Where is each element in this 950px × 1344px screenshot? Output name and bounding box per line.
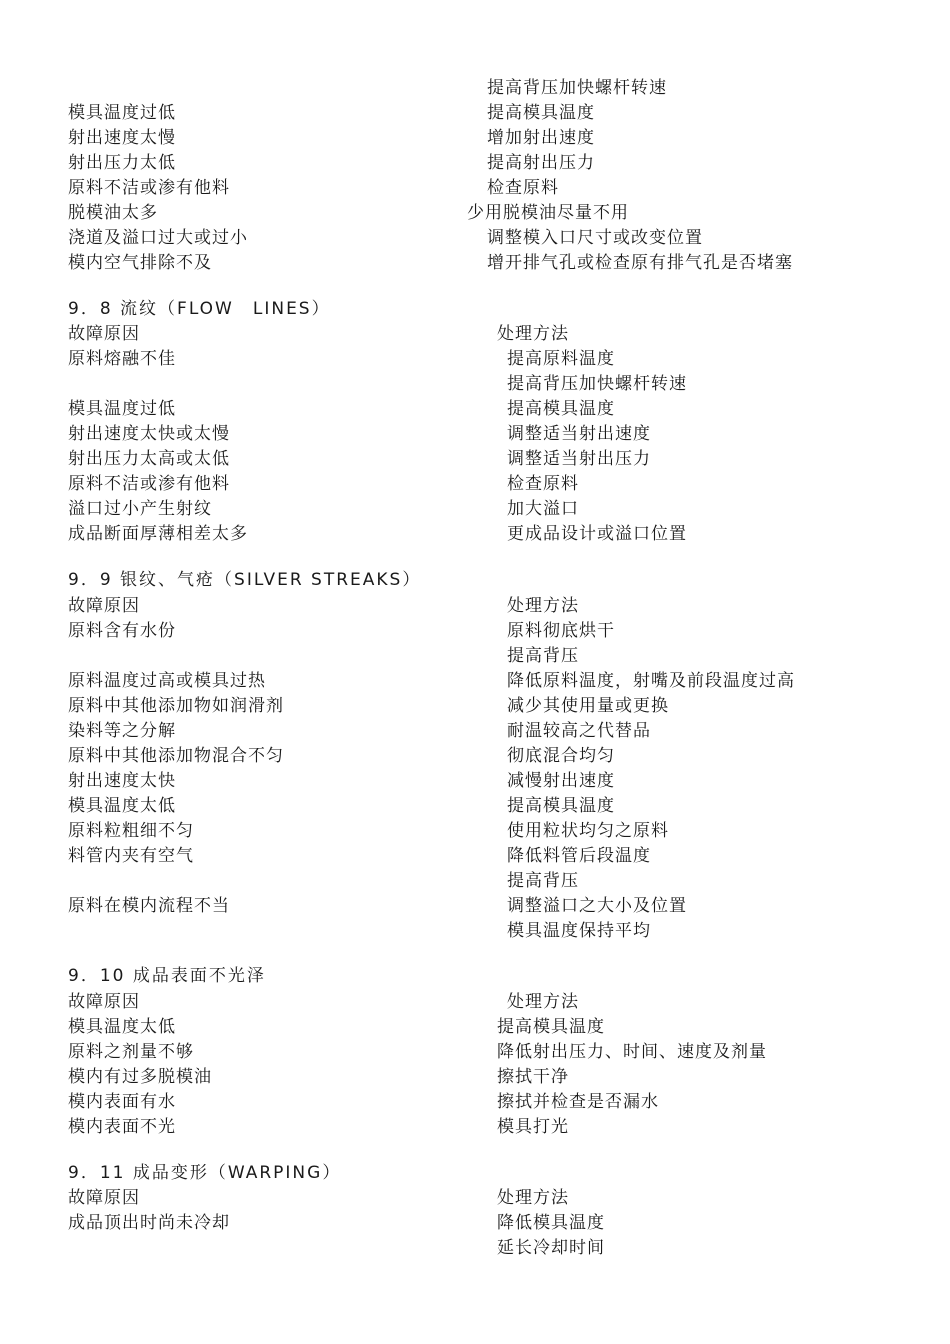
section-heading: 9．9 银纹、气疮（SILVER STREAKS） <box>68 570 422 590</box>
cause-line: 原料不洁或渗有他料 <box>68 178 230 198</box>
solution-line: 模具打光 <box>497 1117 569 1137</box>
cause-header: 故障原因 <box>68 324 140 344</box>
cause-line: 模具温度太低 <box>68 1017 176 1037</box>
cause-line: 模具温度太低 <box>68 796 176 816</box>
solution-line: 提高模具温度 <box>497 1017 605 1037</box>
cause-line: 染料等之分解 <box>68 721 176 741</box>
cause-line: 原料中其他添加物混合不匀 <box>68 746 284 766</box>
cause-line: 模内表面有水 <box>68 1092 176 1112</box>
cause-line: 射出压力太低 <box>68 153 176 173</box>
cause-line: 原料粒粗细不匀 <box>68 821 194 841</box>
solution-line: 模具温度保持平均 <box>507 921 651 941</box>
cause-line: 原料含有水份 <box>68 621 176 641</box>
cause-line: 原料中其他添加物如润滑剂 <box>68 696 284 716</box>
solution-line: 提高背压加快螺杆转速 <box>507 374 687 394</box>
solution-line: 减慢射出速度 <box>507 771 615 791</box>
solution-line: 更成品设计或溢口位置 <box>507 524 687 544</box>
cause-line: 射出压力太高或太低 <box>68 449 230 469</box>
cause-line: 脱模油太多 <box>68 203 158 223</box>
solution-line: 检查原料 <box>507 474 579 494</box>
solution-line: 提高射出压力 <box>487 153 595 173</box>
cause-header: 故障原因 <box>68 1188 140 1208</box>
solution-line: 提高模具温度 <box>507 796 615 816</box>
solution-line: 提高原料温度 <box>507 349 615 369</box>
solution-line: 使用粒状均匀之原料 <box>507 821 669 841</box>
cause-header: 故障原因 <box>68 992 140 1012</box>
cause-line: 模具温度过低 <box>68 103 176 123</box>
cause-line: 模内有过多脱模油 <box>68 1067 212 1087</box>
cause-line: 模内表面不光 <box>68 1117 176 1137</box>
cause-line: 原料不洁或渗有他料 <box>68 474 230 494</box>
cause-line: 料管内夹有空气 <box>68 846 194 866</box>
solution-header: 处理方法 <box>497 1188 569 1208</box>
solution-line: 增开排气孔或检查原有排气孔是否堵塞 <box>487 253 793 273</box>
section-heading: 9．8 流纹（FLOW LINES） <box>68 299 331 319</box>
solution-line: 延长冷却时间 <box>497 1238 605 1258</box>
solution-line: 调整适当射出速度 <box>507 424 651 444</box>
solution-line: 提高模具温度 <box>507 399 615 419</box>
cause-line: 射出速度太快 <box>68 771 176 791</box>
cause-line: 浇道及溢口过大或过小 <box>68 228 248 248</box>
solution-line: 增加射出速度 <box>487 128 595 148</box>
solution-line: 降低射出压力、时间、速度及剂量 <box>497 1042 767 1062</box>
cause-line: 成品断面厚薄相差太多 <box>68 524 248 544</box>
cause-line: 原料之剂量不够 <box>68 1042 194 1062</box>
solution-line: 原料彻底烘干 <box>507 621 615 641</box>
section-heading: 9．11 成品变形（WARPING） <box>68 1163 342 1183</box>
solution-line: 加大溢口 <box>507 499 579 519</box>
solution-line: 提高背压 <box>507 871 579 891</box>
cause-header: 故障原因 <box>68 596 140 616</box>
solution-line: 减少其使用量或更换 <box>507 696 669 716</box>
solution-line: 擦拭并检查是否漏水 <box>497 1092 659 1112</box>
solution-line: 彻底混合均匀 <box>507 746 615 766</box>
solution-line: 调整模入口尺寸或改变位置 <box>487 228 703 248</box>
solution-line: 调整溢口之大小及位置 <box>507 896 687 916</box>
cause-line: 模内空气排除不及 <box>68 253 212 273</box>
solution-header: 处理方法 <box>497 324 569 344</box>
cause-line: 原料在模内流程不当 <box>68 896 230 916</box>
solution-line: 降低模具温度 <box>497 1213 605 1233</box>
solution-line: 提高背压 <box>507 646 579 666</box>
solution-line: 提高模具温度 <box>487 103 595 123</box>
solution-header: 处理方法 <box>507 992 579 1012</box>
solution-line: 检查原料 <box>487 178 559 198</box>
cause-line: 射出速度太慢 <box>68 128 176 148</box>
section-heading: 9．10 成品表面不光泽 <box>68 966 266 986</box>
solution-line: 降低料管后段温度 <box>507 846 651 866</box>
cause-line: 射出速度太快或太慢 <box>68 424 230 444</box>
cause-line: 原料温度过高或模具过热 <box>68 671 266 691</box>
cause-line: 成品顶出时尚未冷却 <box>68 1213 230 1233</box>
cause-line: 溢口过小产生射纹 <box>68 499 212 519</box>
solution-line: 擦拭干净 <box>497 1067 569 1087</box>
solution-line: 少用脱模油尽量不用 <box>467 203 629 223</box>
solution-header: 处理方法 <box>507 596 579 616</box>
solution-line: 耐温较高之代替品 <box>507 721 651 741</box>
cause-line: 模具温度过低 <box>68 399 176 419</box>
cause-line: 原料熔融不佳 <box>68 349 176 369</box>
solution-line: 调整适当射出压力 <box>507 449 651 469</box>
solution-line: 降低原料温度，射嘴及前段温度过高 <box>507 671 795 691</box>
solution-line: 提高背压加快螺杆转速 <box>487 78 667 98</box>
